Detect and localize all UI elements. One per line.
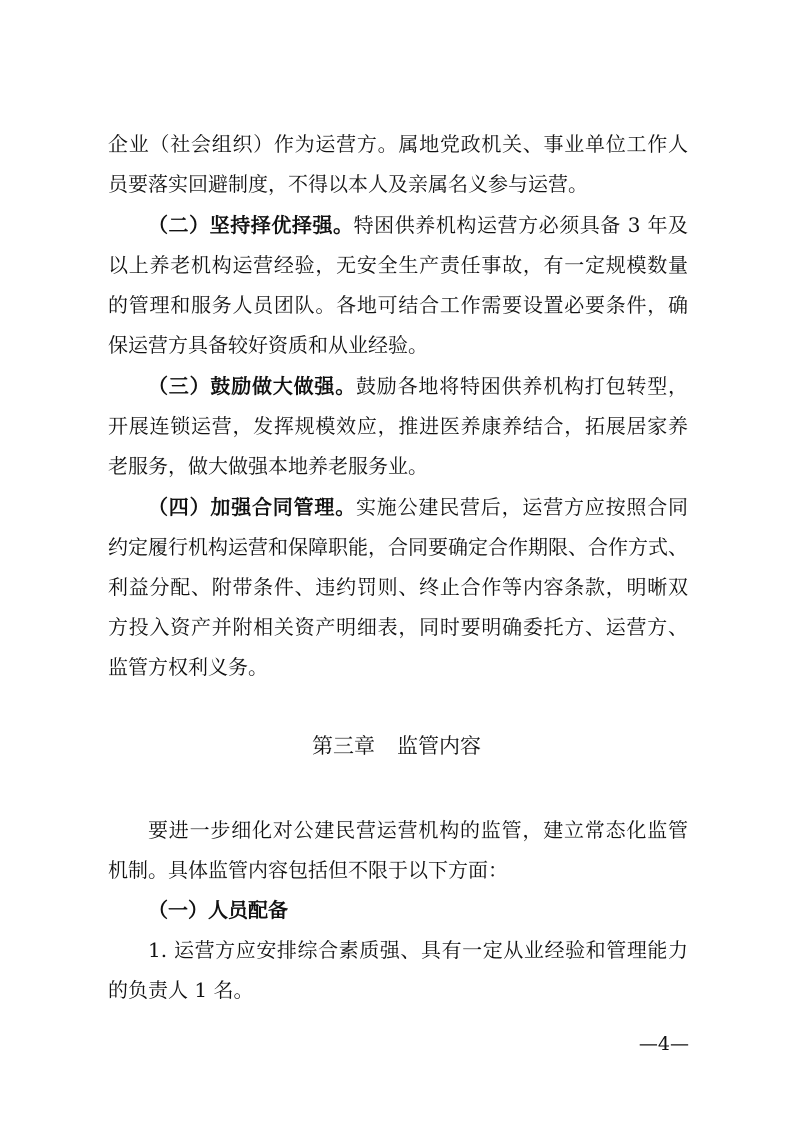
text-line: 机制。具体监管内容包括但不限于以下方面： <box>108 858 508 882</box>
chapter-title: 监管内容 <box>397 734 481 758</box>
text-line: 企业（社会组织）作为运营方。属地党政机关、事业单位工作人 <box>108 132 688 156</box>
text-line: 以上养老机构运营经验，无安全生产责任事故，有一定规模数量 <box>108 253 688 277</box>
text-line: 老服务，做大做强本地养老服务业。 <box>108 454 428 478</box>
chapter-heading <box>0 726 793 766</box>
paragraph-first-line: 要进一步细化对公建民营运营机构的监管，建立常态化监管 <box>148 818 688 842</box>
text-line: 保运营方具备较好资质和从业经验。 <box>108 333 428 357</box>
text-line: 的管理和服务人员团队。各地可结合工作需要设置必要条件，确 <box>108 293 688 317</box>
section-heading: （一）人员配备 <box>148 898 288 922</box>
text-line: 的负责人 1 名。 <box>108 978 254 1002</box>
page-number: —4— <box>638 1033 689 1055</box>
paragraph-text: 实施公建民营后，运营方应按照合同 <box>356 495 688 519</box>
paragraph-text: 特困供养机构运营方必须具备 3 年及 <box>353 213 689 237</box>
text-line: 员要落实回避制度，不得以本人及亲属名义参与运营。 <box>108 172 588 196</box>
paragraph-first-line <box>148 366 688 406</box>
paragraph-first-line <box>148 205 688 245</box>
text-line: 开展连锁运营，发挥规模效应，推进医养康养结合，拓展居家养 <box>108 414 688 438</box>
list-item-first-line: 1. 运营方应安排综合素质强、具有一定从业经验和管理能力 <box>148 938 688 962</box>
chapter-number: 第三章 <box>312 734 375 758</box>
paragraph-text: 鼓励各地将特困供养机构打包转型， <box>356 374 688 398</box>
text-line: 监管方权利义务。 <box>108 655 268 679</box>
text-line: 方投入资产并附相关资产明细表，同时要明确委托方、运营方、 <box>108 615 688 639</box>
paragraph-heading: （三）鼓励做大做强。 <box>148 374 356 398</box>
paragraph-heading: （二）坚持择优择强。 <box>148 213 354 237</box>
paragraph-heading: （四）加强合同管理。 <box>148 495 356 519</box>
text-line: 利益分配、附带条件、违约罚则、终止合作等内容条款，明晰双 <box>108 575 688 599</box>
paragraph-first-line <box>148 487 688 527</box>
text-line: 约定履行机构运营和保障职能，合同要确定合作期限、合作方式、 <box>108 535 688 559</box>
